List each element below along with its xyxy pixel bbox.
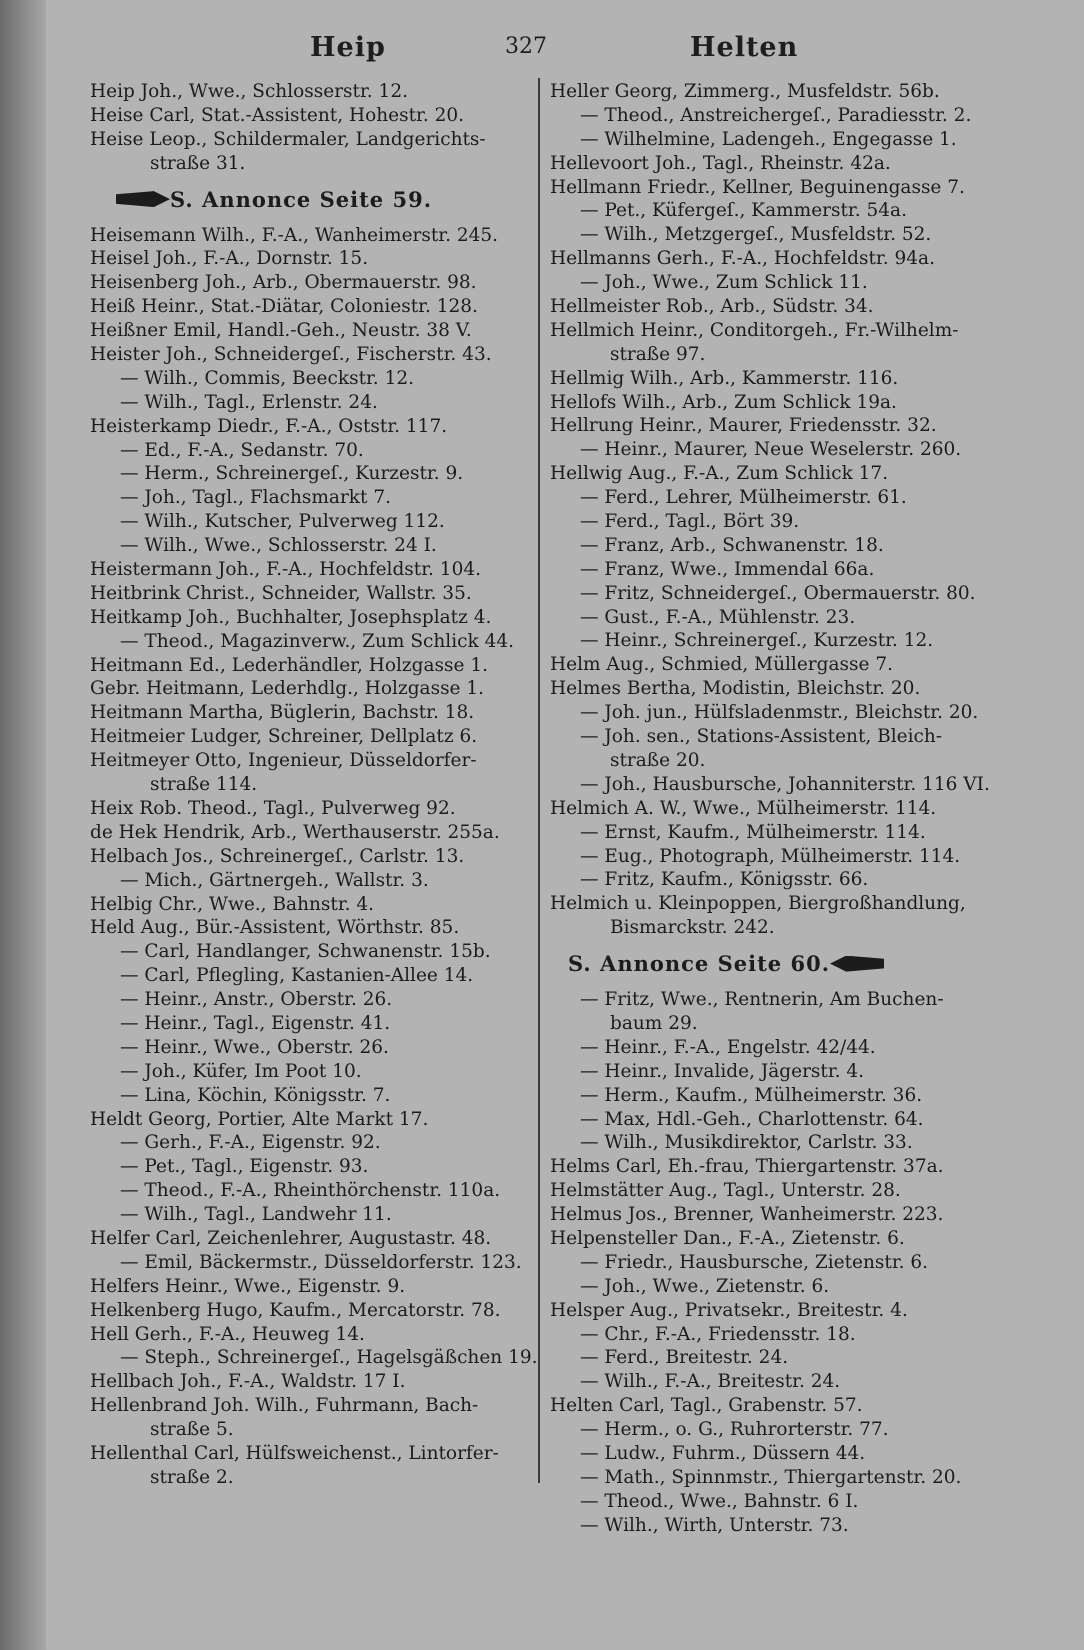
directory-subentry: — Ferd., Breitestr. 24. <box>580 1347 789 1369</box>
directory-subentry: — Wilh., Musikdirektor, Carlstr. 33. <box>580 1132 913 1154</box>
directory-subentry: — Herm., Schreinergeſ., Kurzestr. 9. <box>120 463 464 485</box>
directory-entry: Heitmeyer Otto, Ingenieur, Düsseldorfer- <box>90 750 477 772</box>
directory-subentry: — Theod., Wwe., Bahnstr. 6 I. <box>580 1490 859 1512</box>
directory-subentry: — Ferd., Lehrer, Mülheimerstr. 61. <box>580 487 907 509</box>
directory-subentry: — Joh. jun., Hülfsladenmstr., Bleichstr. 20. <box>580 702 979 724</box>
advertisement-reference-text: S. Annonce Seite 60. <box>568 951 831 977</box>
directory-subentry: — Wilh., Kutscher, Pulverweg 112. <box>120 511 445 533</box>
directory-subentry: — Herm., Kaufm., Mülheimerstr. 36. <box>580 1084 923 1106</box>
directory-entry: Heise Leop., Schildermaler, Landgerichts- <box>90 128 486 150</box>
directory-entry: Hellmich Heinr., Conditorgeh., Fr.-Wilhelm- <box>550 319 959 341</box>
directory-subentry: — Joh., Wwe., Zietenstr. 6. <box>580 1275 830 1297</box>
directory-subentry: — Steph., Schreinergeſ., Hagelsgäßchen 19. <box>120 1347 538 1369</box>
directory-subentry: — Wilh., Wirth, Unterstr. 73. <box>580 1514 849 1536</box>
directory-entry: Heiß Heinr., Stat.-Diätar, Coloniestr. 128. <box>90 296 478 318</box>
directory-entry: Helmich u. Kleinpoppen, Biergroßhandlung, <box>550 893 966 915</box>
directory-entry: Hellrung Heinr., Maurer, Friedensstr. 32. <box>550 415 937 437</box>
directory-entry-continuation: baum 29. <box>610 1012 698 1034</box>
directory-subentry: — Heinr., Wwe., Oberstr. 26. <box>120 1036 389 1058</box>
directory-entry: Heistermann Joh., F.-A., Hochfeldstr. 104. <box>90 559 481 581</box>
directory-entry: Heitkamp Joh., Buchhalter, Josephsplatz 4. <box>90 606 492 628</box>
directory-entry: Heip Joh., Wwe., Schlosserstr. 12. <box>90 81 408 102</box>
directory-subentry: — Theod., Magazinverw., Zum Schlick 44. <box>120 630 515 652</box>
directory-entry: Heitmann Martha, Büglerin, Bachstr. 18. <box>90 702 475 724</box>
directory-subentry: — Math., Spinnmstr., Thiergartenstr. 20. <box>580 1466 962 1488</box>
directory-entry: Helpensteller Dan., F.-A., Zietenstr. 6. <box>550 1227 905 1249</box>
advertisement-reference-text: S. Annonce Seite 59. <box>170 186 433 212</box>
directory-entry: Heister Joh., Schneidergeſ., Fischerstr. 43. <box>90 344 492 366</box>
directory-subentry: — Heinr., F.-A., Engelstr. 42/44. <box>580 1036 876 1058</box>
directory-entry: Helfer Carl, Zeichenlehrer, Augustastr. 48. <box>90 1227 492 1249</box>
directory-entry: Hellbach Joh., F.-A., Waldstr. 17 I. <box>90 1371 406 1393</box>
directory-entry: Hellenthal Carl, Hülfsweichenst., Lintorfer- <box>90 1442 499 1464</box>
directory-entry: Heisterkamp Diedr., F.-A., Oststr. 117. <box>90 415 448 437</box>
directory-entry-continuation: straße 114. <box>150 774 258 796</box>
directory-entry: Hellmeister Rob., Arb., Südstr. 34. <box>550 296 874 318</box>
directory-entry: Heißner Emil, Handl.-Geh., Neustr. 38 V. <box>90 320 472 342</box>
directory-entry: Heise Carl, Stat.-Assistent, Hohestr. 20. <box>90 104 465 126</box>
directory-subentry: — Joh., Hausbursche, Johanniterstr. 116 VI. <box>580 773 990 795</box>
directory-entry: Gebr. Heitmann, Lederhdlg., Holzgasse 1. <box>90 678 485 700</box>
directory-subentry: — Mich., Gärtnergeh., Wallstr. 3. <box>120 869 429 891</box>
directory-subentry: — Ernst, Kaufm., Mülheimerstr. 114. <box>580 821 926 843</box>
directory-entry: Helbig Chr., Wwe., Bahnstr. 4. <box>90 893 375 915</box>
page-number: 327 <box>505 34 547 59</box>
directory-entry: Heller Georg, Zimmerg., Musfeldstr. 56b. <box>550 81 940 102</box>
directory-entry-continuation: straße 5. <box>150 1419 234 1441</box>
directory-entry: Heitbrink Christ., Schneider, Wallstr. 35. <box>90 582 472 604</box>
directory-subentry: — Heinr., Anstr., Oberstr. 26. <box>120 989 393 1011</box>
directory-entry: Heitmann Ed., Lederhändler, Holzgasse 1. <box>90 654 488 676</box>
directory-entry: Hellmann Friedr., Kellner, Beguinengasse 7. <box>550 176 965 198</box>
directory-subentry: — Heinr., Invalide, Jägerstr. 4. <box>580 1060 865 1082</box>
pointing-hand-icon <box>116 191 170 207</box>
directory-entry: de Hek Hendrik, Arb., Werthauserstr. 255a. <box>90 821 500 843</box>
directory-entry: Helkenberg Hugo, Kaufm., Mercatorstr. 78. <box>90 1299 501 1321</box>
directory-entry: Hellmig Wilh., Arb., Kammerstr. 116. <box>550 367 899 389</box>
directory-subentry: — Ferd., Tagl., Bört 39. <box>580 511 800 533</box>
directory-entry: Helmes Bertha, Modistin, Bleichstr. 20. <box>550 678 921 700</box>
directory-entry: Hellmanns Gerh., F.-A., Hochfeldstr. 94a. <box>550 248 935 270</box>
directory-subentry: — Franz, Wwe., Immendal 66a. <box>580 558 875 580</box>
right-column <box>550 80 990 1538</box>
pointing-hand-icon <box>830 956 884 972</box>
directory-subentry: — Fritz, Wwe., Rentnerin, Am Buchen- <box>580 989 944 1011</box>
directory-entry-continuation: straße 97. <box>610 343 706 365</box>
directory-subentry: — Franz, Arb., Schwanenstr. 18. <box>580 534 884 556</box>
directory-subentry: — Friedr., Hausbursche, Zietenstr. 6. <box>580 1251 929 1273</box>
directory-subentry: — Joh., Wwe., Zum Schlick 11. <box>580 272 868 294</box>
column-divider <box>538 78 540 1483</box>
directory-entry: Helsper Aug., Privatsekr., Breitestr. 4. <box>550 1299 908 1321</box>
directory-entry: Helmich A. W., Wwe., Mülheimerstr. 114. <box>550 797 937 819</box>
directory-subentry: — Wilh., Metzgergeſ., Musfeldstr. 52. <box>580 224 932 246</box>
directory-subentry: — Gust., F.-A., Mühlenstr. 23. <box>580 606 856 628</box>
directory-subentry: — Eug., Photograph, Mülheimerstr. 114. <box>580 845 961 867</box>
directory-subentry: — Heinr., Maurer, Neue Weselerstr. 260. <box>580 439 962 461</box>
directory-entry-continuation: straße 31. <box>150 152 246 174</box>
directory-subentry: — Carl, Pflegling, Kastanien-Allee 14. <box>120 965 474 987</box>
directory-entry: Heix Rob. Theod., Tagl., Pulverweg 92. <box>90 797 456 819</box>
directory-subentry: — Wilh., F.-A., Breitestr. 24. <box>580 1371 841 1393</box>
directory-subentry: — Fritz, Schneidergeſ., Obermauerstr. 80. <box>580 582 976 604</box>
directory-subentry: — Heinr., Tagl., Eigenstr. 41. <box>120 1012 391 1034</box>
directory-subentry: — Pet., Tagl., Eigenstr. 93. <box>120 1156 369 1178</box>
directory-entry: Helfers Heinr., Wwe., Eigenstr. 9. <box>90 1275 406 1297</box>
directory-entry-continuation: straße 20. <box>610 749 706 771</box>
directory-subentry: — Ludw., Fuhrm., Düssern 44. <box>580 1442 866 1464</box>
directory-subentry: — Lina, Köchin, Königsstr. 7. <box>120 1084 391 1106</box>
directory-entry: Heisel Joh., F.-A., Dornstr. 15. <box>90 248 369 270</box>
directory-entry: Heldt Georg, Portier, Alte Markt 17. <box>90 1108 429 1130</box>
directory-subentry: — Wilh., Tagl., Erlenstr. 24. <box>120 391 378 413</box>
directory-subentry: — Pet., Küfergeſ., Kammerstr. 54a. <box>580 200 907 222</box>
directory-entry: Hellevoort Joh., Tagl., Rheinstr. 42a. <box>550 152 891 174</box>
directory-entry-continuation: straße 2. <box>150 1466 234 1488</box>
directory-entry: Helm Aug., Schmied, Müllergasse 7. <box>550 654 893 676</box>
directory-subentry: — Gerh., F.-A., Eigenstr. 92. <box>120 1132 381 1154</box>
directory-entry: Hellofs Wilh., Arb., Zum Schlick 19a. <box>550 391 897 413</box>
advertisement-reference <box>550 940 990 988</box>
directory-entry: Held Aug., Bür.-Assistent, Wörthstr. 85. <box>90 917 460 939</box>
left-column <box>90 80 538 1490</box>
directory-entry: Helmus Jos., Brenner, Wanheimerstr. 223. <box>550 1204 944 1226</box>
directory-entry: Helten Carl, Tagl., Grabenstr. 57. <box>550 1395 863 1417</box>
directory-entry: Helbach Jos., Schreinergeſ., Carlstr. 13. <box>90 845 465 867</box>
directory-entry: Hell Gerh., F.-A., Heuweg 14. <box>90 1323 365 1345</box>
directory-subentry: — Wilh., Tagl., Landwehr 11. <box>120 1204 392 1226</box>
directory-subentry: — Ed., F.-A., Sedanstr. 70. <box>120 439 364 461</box>
directory-subentry: — Wilh., Wwe., Schlosserstr. 24 I. <box>120 535 437 557</box>
directory-entry: Hellwig Aug., F.-A., Zum Schlick 17. <box>550 463 889 485</box>
directory-subentry: — Max, Hdl.-Geh., Charlottenstr. 64. <box>580 1108 924 1130</box>
advertisement-reference <box>90 176 525 224</box>
directory-entry: Helmstätter Aug., Tagl., Unterstr. 28. <box>550 1180 901 1202</box>
directory-entry: Helms Carl, Eh.-frau, Thiergartenstr. 37a. <box>550 1156 944 1178</box>
directory-subentry: — Wilh., Commis, Beeckstr. 12. <box>120 367 414 389</box>
directory-subentry: — Joh., Tagl., Flachsmarkt 7. <box>120 487 391 509</box>
directory-entry: Heisenberg Joh., Arb., Obermauerstr. 98. <box>90 272 477 294</box>
directory-subentry: — Joh. sen., Stations-Assistent, Bleich- <box>580 726 943 748</box>
header-left-keyword: Heip <box>310 32 386 63</box>
directory-subentry: — Herm., o. G., Ruhrorterstr. 77. <box>580 1419 889 1441</box>
directory-entry: Hellenbrand Joh. Wilh., Fuhrmann, Bach- <box>90 1395 479 1417</box>
directory-entry-continuation: Bismarckstr. 242. <box>610 917 775 939</box>
directory-subentry: — Emil, Bäckermstr., Düsseldorferstr. 123. <box>120 1251 522 1273</box>
directory-subentry: — Theod., Anstreichergeſ., Paradiesstr. 2. <box>580 104 972 126</box>
directory-subentry: — Fritz, Kaufm., Königsstr. 66. <box>580 869 869 891</box>
directory-subentry: — Heinr., Schreinergeſ., Kurzestr. 12. <box>580 630 934 652</box>
directory-subentry: — Carl, Handlanger, Schwanenstr. 15b. <box>120 941 491 963</box>
directory-subentry: — Chr., F.-A., Friedensstr. 18. <box>580 1323 856 1345</box>
directory-subentry: — Joh., Küfer, Im Poot 10. <box>120 1060 362 1082</box>
directory-subentry: — Wilhelmine, Ladengeh., Engegasse 1. <box>580 128 957 150</box>
header-right-keyword: Helten <box>690 32 799 63</box>
directory-subentry: — Theod., F.-A., Rheinthörchenstr. 110a. <box>120 1180 501 1202</box>
page-edge-shadow <box>0 0 46 1650</box>
page-header <box>80 28 1040 68</box>
directory-entry: Heisemann Wilh., F.-A., Wanheimerstr. 245. <box>90 224 499 246</box>
directory-entry: Heitmeier Ludger, Schreiner, Dellplatz 6. <box>90 726 478 748</box>
